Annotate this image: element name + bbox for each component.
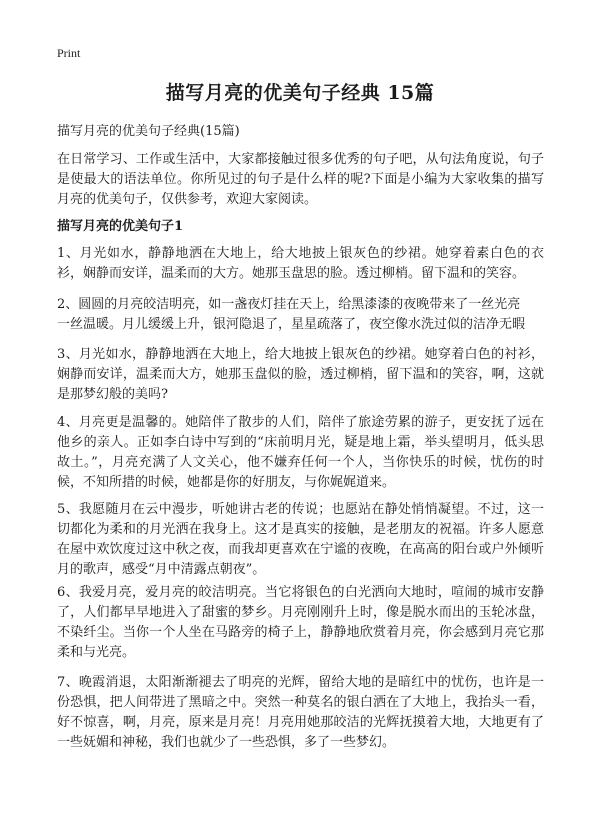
intro-paragraph: 在日常学习、工作或生活中，大家都接触过很多优秀的句子吧，从句法角度说，句子是使最大的语法单位。你所见过的句子是什么样的呢?下面是小编为大家收集的描写月亮的优美句子，仅供参考，欢迎大家阅读。 [57,152,544,207]
print-link[interactable]: Print [57,46,81,60]
subtitle: 描写月亮的优美句子经典(15篇) [57,124,240,139]
paragraph-7: 7、晚霞消退，太阳渐渐褪去了明亮的光辉，留给大地的是暗红中的忧伤，也许是一份恐惧，把人间带进了黑暗之中。突然一种莫名的银白洒在了大地上，我抬头一看，好不惊喜，啊，月亮，原来是月亮！月亮用她那皎洁的光辉抚摸着大地，大地更有了一些妩媚和神秘，我们也就少了一些恐惧，多了一些梦幻。 [57,675,544,750]
paragraph-2 [57,295,544,335]
paragraph-2-line-2: 一丝温暖。月儿缓缓上升，银河隐退了，星星疏落了，夜空像水洗过似的洁净无暇 [57,317,526,332]
paragraph-1: 1、月光如水，静静地洒在大地上，给大地披上银灰色的纱裙。她穿着素白色的衣衫，娴静而安详，温柔而的大方。她那玉盘思的脸。透过柳梢。留下温和的笑容。 [57,246,544,281]
paragraph-2-line-1: 2、圆圆的月亮皎洁明亮，如一盏夜灯挂在天上，给黑漆漆的夜晚带来了一丝光亮 [57,297,521,312]
paragraph-3: 3、月光如水，静静地洒在大地上，给大地披上银灰色的纱裙。她穿着白色的衬衫，娴静而安详，温柔而大方，她那玉盘似的脸，透过柳梢，留下温和的笑容，啊，这就是那梦幻般的美吗? [57,347,544,402]
paragraph-4: 4、月亮更是温馨的。她陪伴了散步的人们，陪伴了旅途劳累的游子，更安抚了远在他乡的亲人。正如李白诗中写到的“床前明月光，疑是地上霜，举头望明月，低头思故土。”，月亮充满了人文关心，他不嫌弃任何一个人，当你快乐的时候，忧伤的时候，不知所措的时候，她都是你的好朋友，与你娓娓道来。 [57,415,544,490]
paragraph-6: 6、我爱月亮，爱月亮的皎洁明亮。当它将银色的白光洒向大地时，喧闹的城市安静了，人们都早早地进入了甜蜜的梦乡。月亮刚刚升上时，像是脱水而出的玉轮冰盘，不染纤尘。当你一个人坐在马路旁的椅子上，静静地欣赏着月亮，你会感到月亮它那柔和与光亮。 [57,585,544,660]
paragraph-5: 5、我愿随月在云中漫步，听她讲古老的传说；也愿站在静处悄悄凝望。不过，这一切都化为柔和的月光洒在我身上。这才是真实的接触，是老朋友的祝福。许多人愿意在屋中欢饮度过这中秋之夜，而我却更喜欢在宁谧的夜晚，在高高的阳台或户外倾听月的歌声，感受“月中清露点朝夜”。 [57,502,544,577]
section-heading: 描写月亮的优美句子1 [57,219,184,234]
page-title: 描写月亮的优美句子经典 15篇 [165,82,435,104]
